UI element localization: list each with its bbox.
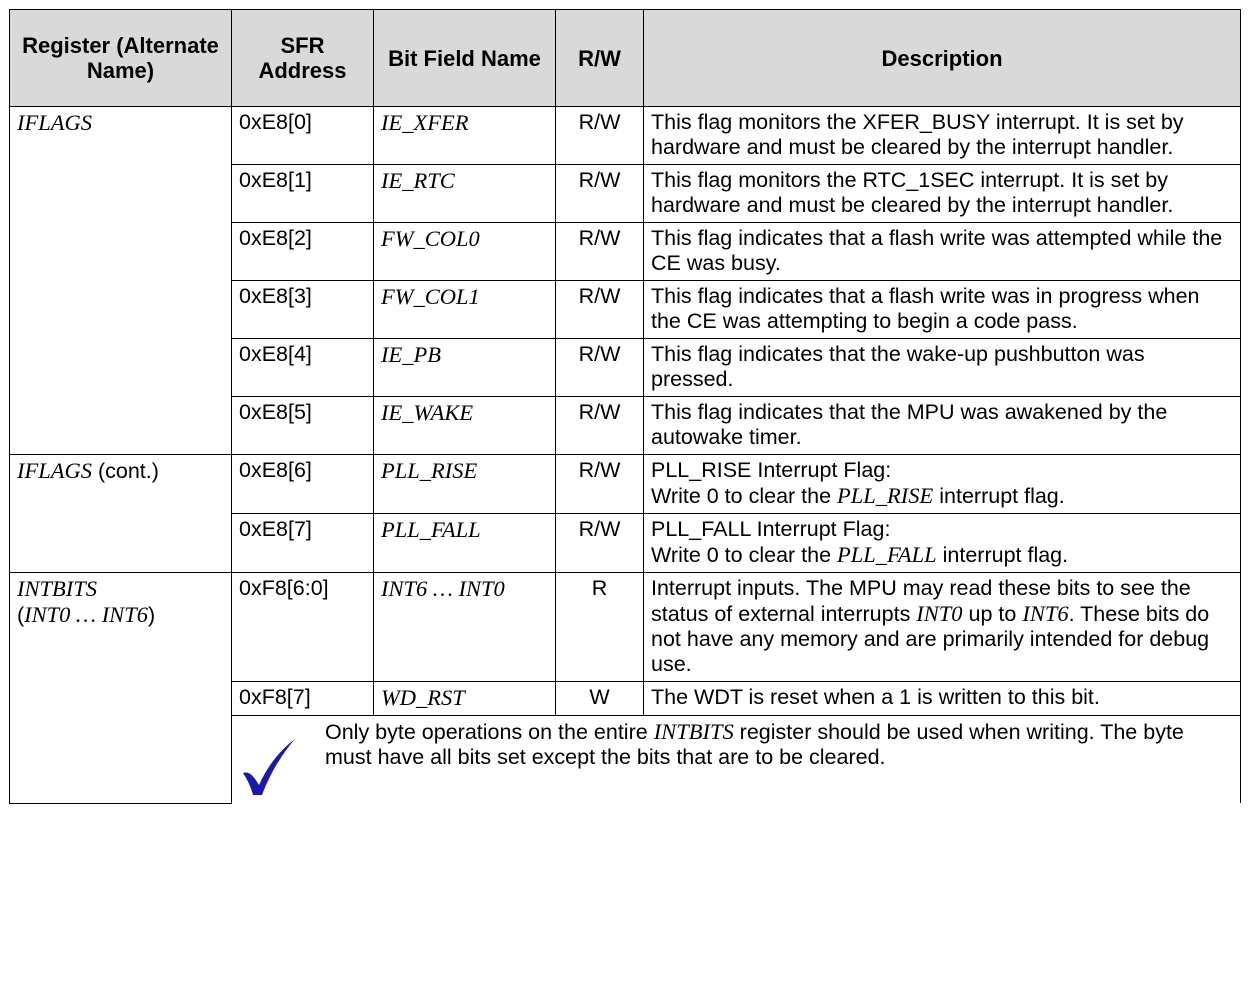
bit-field-name: [374, 223, 556, 281]
register-name-text: IFLAGS: [17, 110, 92, 135]
description-text: up to: [962, 602, 1023, 626]
rw-value: R/W: [556, 281, 644, 339]
description-line: PLL_FALL Interrupt Flag:: [651, 517, 891, 541]
note-text: [325, 719, 1233, 770]
note-text-part: Only byte operations on the entire: [325, 720, 654, 744]
description: This flag indicates that a flash write was attempted while the CE was busy.: [644, 223, 1241, 281]
rw-value: R/W: [556, 455, 644, 514]
description: [644, 573, 1241, 682]
table-row: [10, 107, 1241, 165]
description-italic: INT0: [916, 601, 963, 626]
description: This flag indicates that the wake-up pushbutton was pressed.: [644, 339, 1241, 397]
description-line: [651, 483, 1233, 509]
bit-field-name: [374, 514, 556, 573]
sfr-address: 0xE8[1]: [232, 165, 374, 223]
header-row: [10, 10, 1241, 107]
description-line: [651, 542, 1233, 568]
description-italic: PLL_FALL: [837, 542, 937, 567]
register-name: [10, 573, 232, 804]
note-cell: [232, 716, 1241, 804]
table-row: [10, 573, 1241, 682]
description-text: interrupt flag.: [933, 484, 1065, 508]
sfr-address: 0xE8[4]: [232, 339, 374, 397]
description-text: . These bits do not have any memory and are primarily intended for debug use.: [651, 602, 1210, 676]
bit-field-name: [374, 682, 556, 716]
register-alt-name: [17, 602, 224, 628]
bit-field-text: PLL_RISE: [381, 458, 478, 483]
rw-value: R/W: [556, 339, 644, 397]
description-text: Write 0 to clear the: [651, 484, 838, 508]
sfr-address: 0xE8[5]: [232, 397, 374, 455]
note: [239, 719, 1233, 797]
bit-field-text: IE_WAKE: [381, 400, 474, 425]
header-bit-field-name: Bit Field Name: [374, 10, 556, 107]
bit-field-name: [374, 165, 556, 223]
paren-open: (: [17, 603, 25, 627]
rw-value: R/W: [556, 107, 644, 165]
bit-field-name: [374, 339, 556, 397]
paren-close: ): [147, 603, 156, 627]
sfr-address: 0xF8[7]: [232, 682, 374, 716]
register-name-text: INTBITS: [17, 576, 98, 601]
description: [644, 514, 1241, 573]
bit-field-text: FW_COL1: [381, 284, 480, 309]
bit-field-name: [374, 281, 556, 339]
register-alt-text: INT0 … INT6: [24, 602, 148, 627]
description: The WDT is reset when a 1 is written to this bit.: [644, 682, 1241, 716]
description-line: PLL_RISE Interrupt Flag:: [651, 458, 892, 482]
header-sfr-address: SFR Address: [232, 10, 374, 107]
sfr-address: 0xE8[3]: [232, 281, 374, 339]
description: This flag monitors the XFER_BUSY interrupt. It is set by hardware and must be cleared by the interrupt handler.: [644, 107, 1241, 165]
header-rw: R/W: [556, 10, 644, 107]
bit-field-text: PLL_FALL: [381, 517, 481, 542]
sfr-address: 0xE8[2]: [232, 223, 374, 281]
bit-field-text: WD_RST: [381, 685, 465, 710]
note-text-part: register should be used when writing. The byte must have all bits set except the bits that are to be cleared.: [325, 720, 1184, 769]
bit-field-text: IE_RTC: [381, 168, 455, 193]
rw-value: W: [556, 682, 644, 716]
bit-field-text: FW_COL0: [381, 226, 480, 251]
register-name-text: IFLAGS: [17, 458, 92, 483]
bit-field-name: [374, 397, 556, 455]
sfr-address: 0xE8[6]: [232, 455, 374, 514]
description-text: Write 0 to clear the: [651, 543, 838, 567]
header-description: Description: [644, 10, 1241, 107]
bit-field-name: [374, 573, 556, 682]
description: This flag monitors the RTC_1SEC interrupt. It is set by hardware and must be cleared by the interrupt handler.: [644, 165, 1241, 223]
bit-field-name: [374, 107, 556, 165]
register-table: [9, 9, 1241, 804]
register-name-suffix: (cont.): [92, 459, 159, 483]
description: This flag indicates that a flash write was in progress when the CE was attempting to begin a code pass.: [644, 281, 1241, 339]
description-text: Interrupt inputs. The MPU may read these bits to see the status of external interrupts: [651, 576, 1191, 626]
bit-field-text: IE_PB: [381, 342, 441, 367]
bit-field-text: INT6 … INT0: [381, 576, 505, 601]
register-name: [10, 107, 232, 455]
rw-value: R: [556, 573, 644, 682]
description: This flag indicates that the MPU was awakened by the autowake timer.: [644, 397, 1241, 455]
sfr-address: 0xE8[7]: [232, 514, 374, 573]
bit-field-name: [374, 455, 556, 514]
description-text: interrupt flag.: [936, 543, 1069, 567]
description-italic: INT6: [1022, 601, 1069, 626]
bit-field-text: IE_XFER: [381, 110, 469, 135]
checkmark-icon: [239, 737, 297, 797]
rw-value: R/W: [556, 397, 644, 455]
header-register: Register (Alternate Name): [10, 10, 232, 107]
rw-value: R/W: [556, 165, 644, 223]
register-name: [10, 455, 232, 573]
note-italic: INTBITS: [653, 719, 734, 744]
description: [644, 455, 1241, 514]
table-row: [10, 455, 1241, 514]
sfr-address: 0xF8[6:0]: [232, 573, 374, 682]
sfr-address: 0xE8[0]: [232, 107, 374, 165]
description-italic: PLL_RISE: [837, 483, 934, 508]
rw-value: R/W: [556, 223, 644, 281]
rw-value: R/W: [556, 514, 644, 573]
